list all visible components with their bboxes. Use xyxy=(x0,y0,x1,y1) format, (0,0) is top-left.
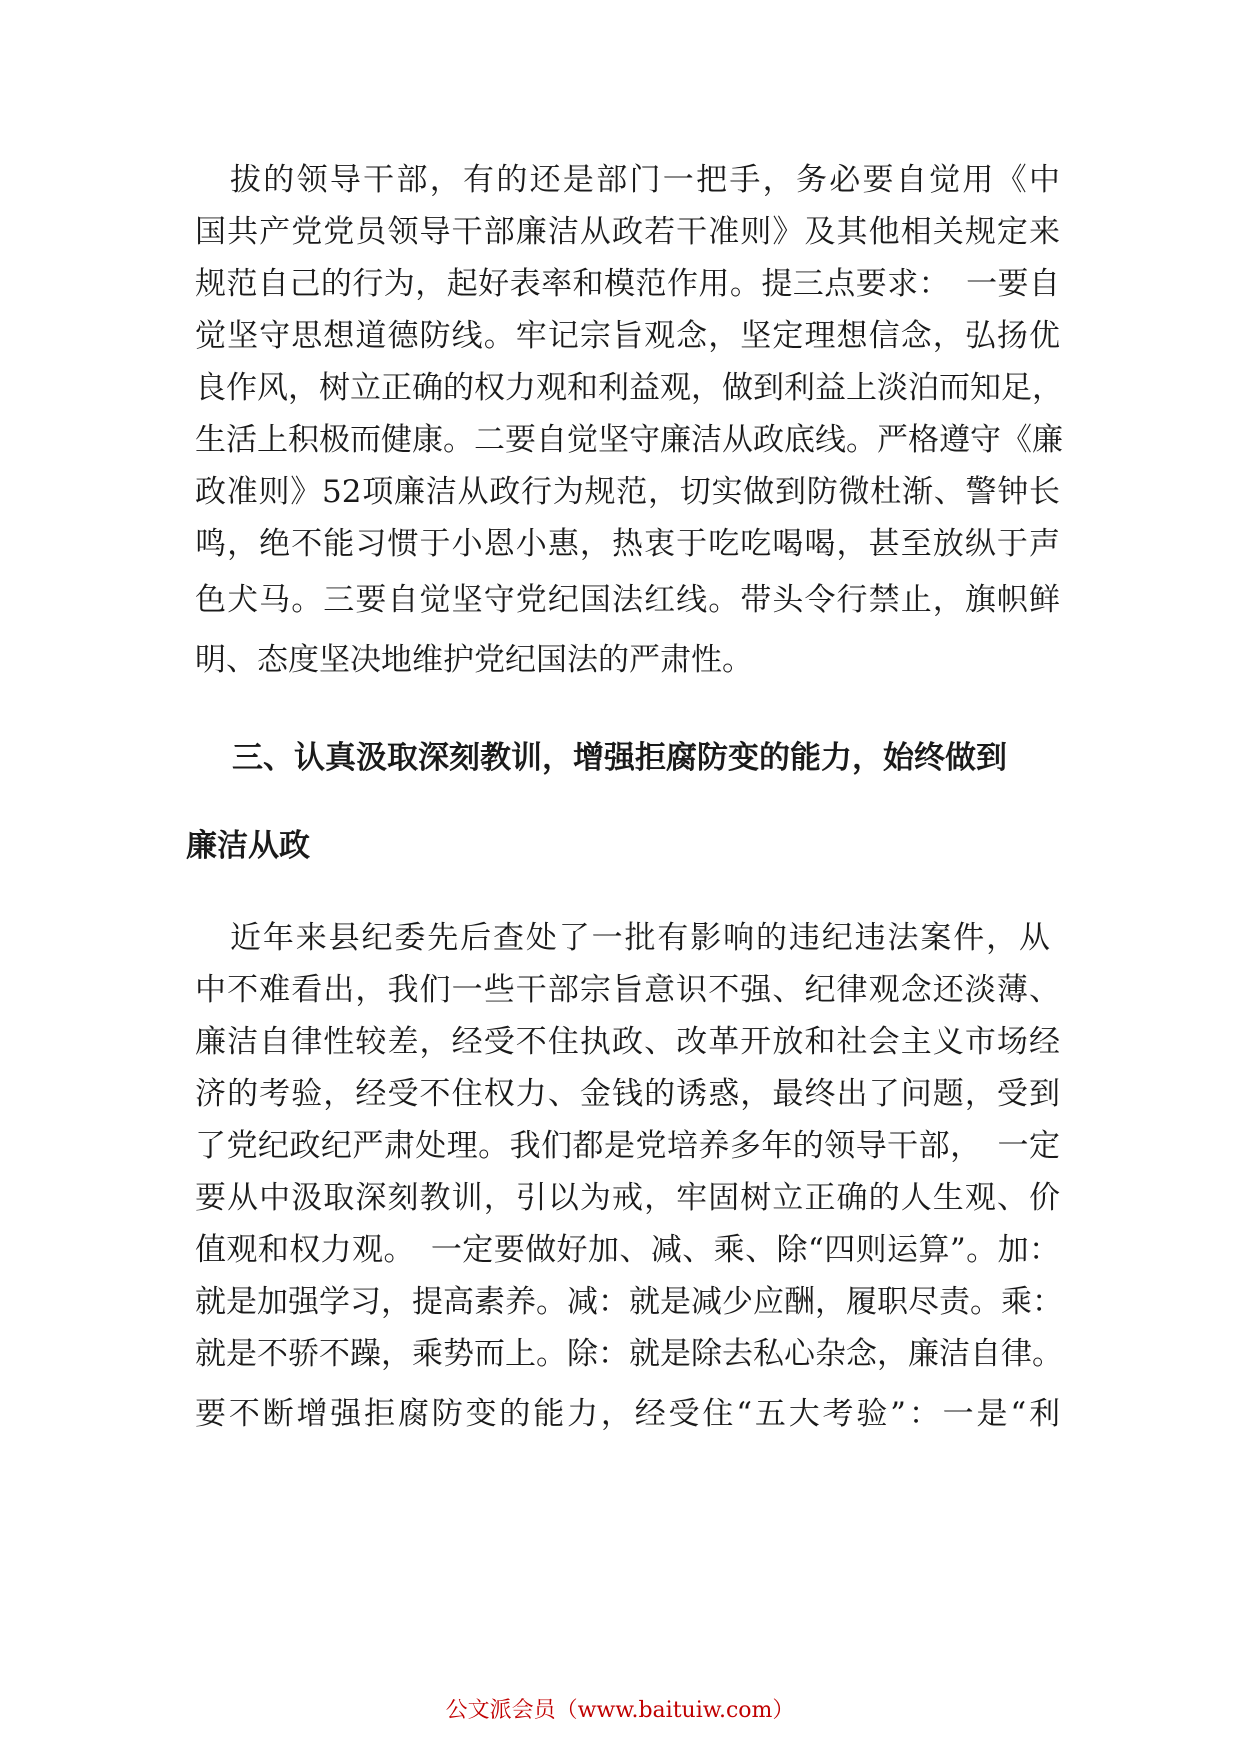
paragraph-line: 要从中汲取深刻教训，引以为戒，牢固树立正确的人生观、价 xyxy=(195,1180,1060,1216)
paragraph-line: 中不难看出，我们一些干部宗旨意识不强、纪律观念还淡薄、 xyxy=(195,972,1060,1008)
section-heading: 三、认真汲取深刻教训，增强拒腐防变的能力，始终做到 xyxy=(232,740,1007,776)
paragraph-line: 近年来县纪委先后查处了一批有影响的违纪违法案件，从 xyxy=(230,920,1050,956)
paragraph-line: 就是不骄不躁，乘势而上。除：就是除去私心杂念，廉洁自律。 xyxy=(195,1336,1063,1372)
paragraph-line: 生活上积极而健康。二要自觉坚守廉洁从政底线。严格遵守《廉 xyxy=(195,422,1063,458)
paragraph-line: 廉洁自律性较差，经受不住执政、改革开放和社会主义市场经 xyxy=(195,1024,1060,1060)
paragraph-line: 拔的领导干部，有的还是部门一把手，务必要自觉用《中 xyxy=(230,162,1060,198)
paragraph-line: 要不断增强拒腐防变的能力，经受住“五大考验”：一是“利 xyxy=(195,1396,1060,1432)
paragraph-line: 值观和权力观。 一定要做好加、减、乘、除“四则运算”。加： xyxy=(195,1232,1060,1268)
paragraph-line: 就是加强学习，提高素养。减：就是减少应酬，履职尽责。乘： xyxy=(195,1284,1063,1320)
paragraph-line: 鸣，绝不能习惯于小恩小惠，热衷于吃吃喝喝，甚至放纵于声 xyxy=(195,526,1060,562)
paragraph-line: 济的考验，经受不住权力、金钱的诱惑，最终出了问题，受到 xyxy=(195,1076,1060,1112)
paragraph-line: 政准则》52项廉洁从政行为规范，切实做到防微杜渐、警钟长 xyxy=(195,474,1060,510)
paragraph-line: 良作风，树立正确的权力观和利益观，做到利益上淡泊而知足， xyxy=(195,370,1063,406)
section-heading-continued: 廉洁从政 xyxy=(186,828,310,864)
paragraph-line: 国共产党党员领导干部廉洁从政若干准则》及其他相关规定来 xyxy=(195,214,1060,250)
paragraph-line: 色犬马。三要自觉坚守党纪国法红线。带头令行禁止，旗帜鲜 xyxy=(195,582,1060,618)
paragraph-line: 了党纪政纪严肃处理。我们都是党培养多年的领导干部， 一定 xyxy=(195,1128,1060,1164)
paragraph-line: 规范自己的行为，起好表率和模范作用。提三点要求： 一要自 xyxy=(195,266,1060,302)
footer-source-link[interactable]: 公文派会员（www.baituiw.com） xyxy=(445,1698,795,1723)
paragraph-line: 觉坚守思想道德防线。牢记宗旨观念，坚定理想信念，弘扬优 xyxy=(195,318,1060,354)
paragraph-line: 明、态度坚决地维护党纪国法的严肃性。 xyxy=(195,642,753,678)
